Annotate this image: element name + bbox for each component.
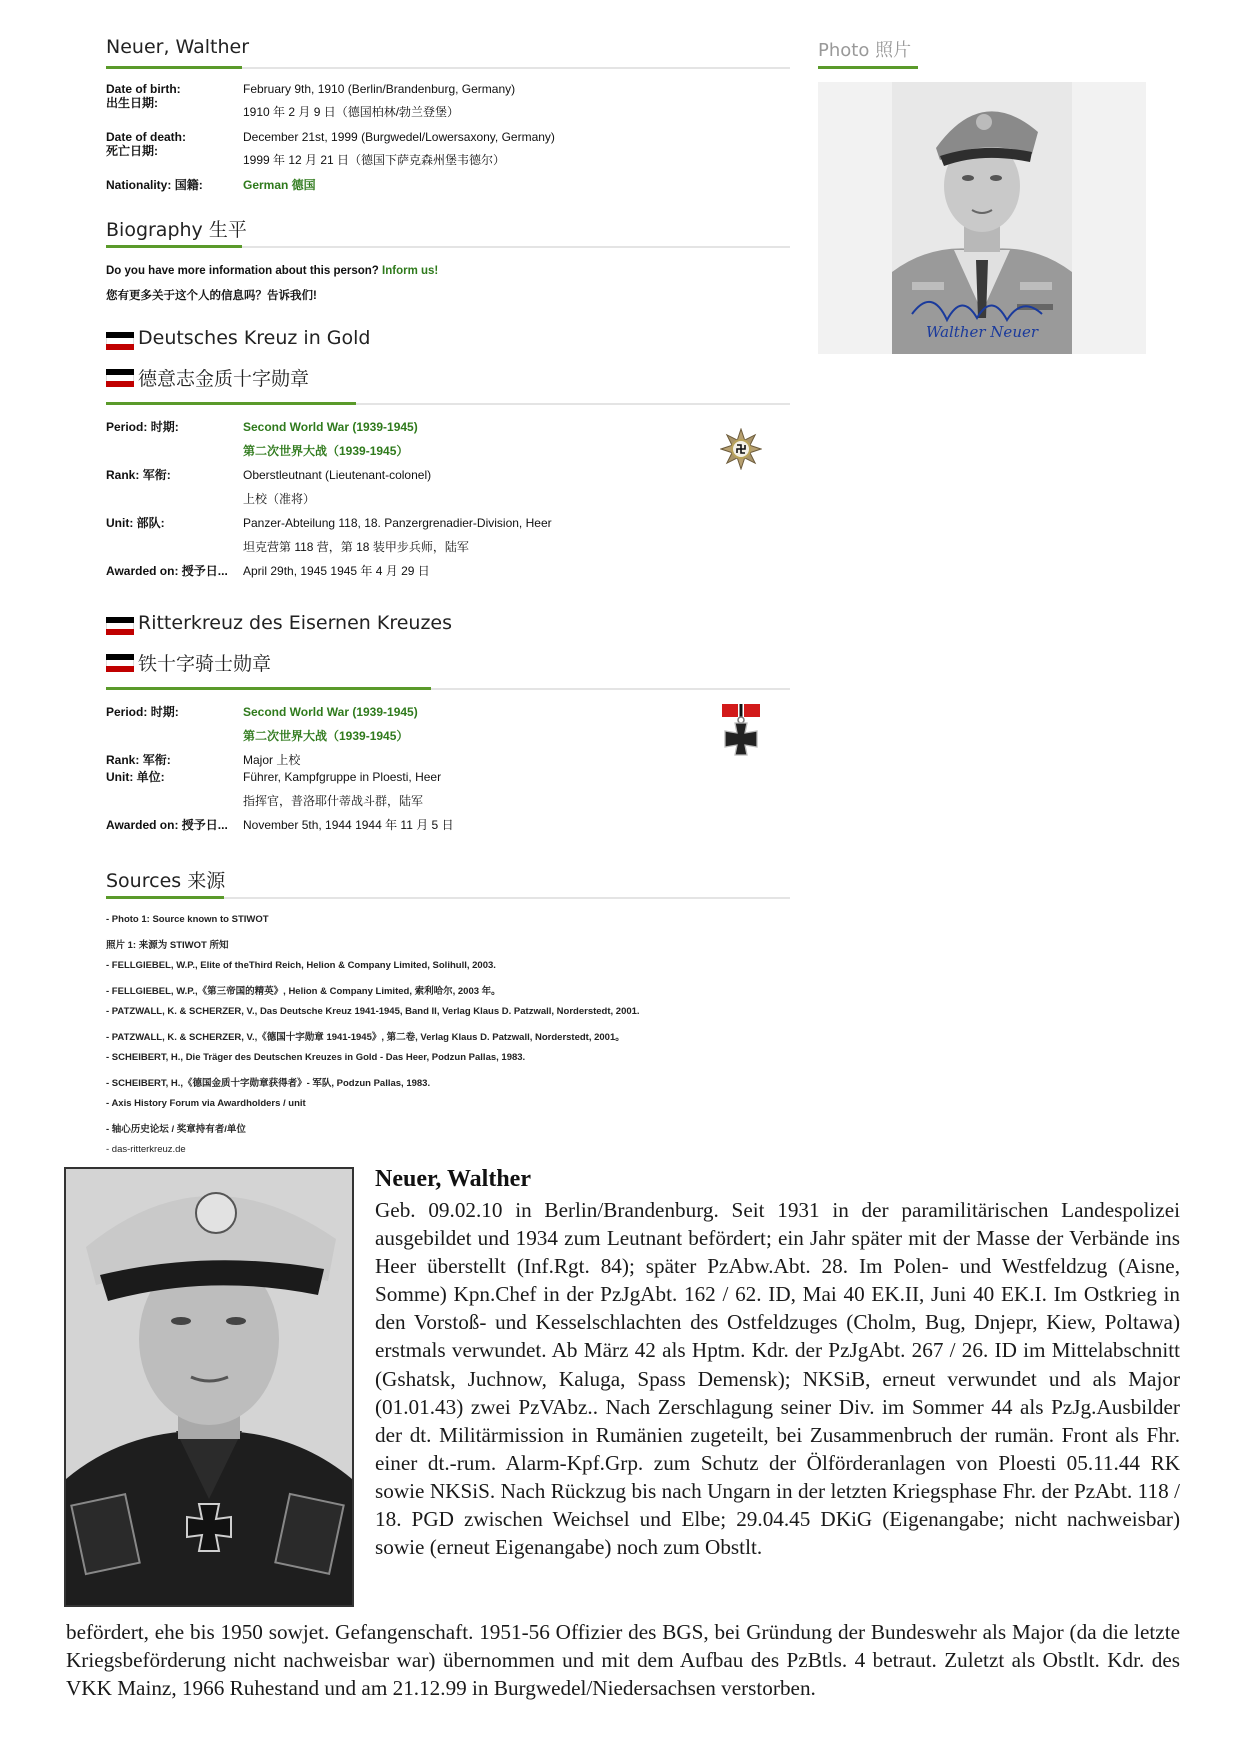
award1-awarded-value: April 29th, 1945 1945 年 4 月 29 日 (243, 564, 430, 578)
source-item: 照片 1: 来源为 STIWOT 所知 (106, 940, 229, 951)
heading-underline (106, 245, 242, 248)
heading-rule (224, 897, 790, 899)
bio-name: Neuer, Walther (375, 1166, 531, 1192)
photo-signature: Walther Neuer (925, 323, 1039, 341)
award2-period-label: Period: 时期: (106, 705, 179, 719)
source-item: - Axis History Forum via Awardholders / unit (106, 1098, 306, 1109)
award1-unit-zh: 坦克营第 118 营，第 18 装甲步兵师，陆军 (243, 540, 469, 554)
award2-awarded-label: Awarded on: 授予日... (106, 818, 228, 832)
book-portrait-photo[interactable] (64, 1167, 354, 1607)
award2-period-en[interactable]: Second World War (1939-1945) (243, 705, 418, 719)
source-item: - PATZWALL, K. & SCHERZER, V., Das Deutsche Kreuz 1941-1945, Band II, Verlag Klaus D. Patzwall, Norderstedt, 2001. (106, 1006, 640, 1017)
award1-period-en[interactable]: Second World War (1939-1945) (243, 420, 418, 434)
bio-paragraph-continued: befördert, ehe bis 1950 sowjet. Gefangenschaft. 1951-56 Offizier des BGS, bei Gründung der Bundeswehr als Major (da die letzte Kriegsbeförderung nicht nachweisbar war) übernommen und mit dem Aufbau des PzBtls. 4 betraut. Zuletzt als Obstlt. Kdr. des VKK Mainz, 1966 Ruhestand und am 21.12.99 in Burgwedel/Niedersachsen verstorben. (66, 1620, 1180, 1701)
death-label: Date of death: 死亡日期: (106, 130, 187, 158)
award2-rank-value: Major 上校 (243, 753, 301, 767)
award2-title-zh: 铁十字骑士勋章 (138, 653, 272, 675)
award2-awarded-value: November 5th, 1944 1944 年 11 月 5 日 (243, 818, 454, 832)
flag-icon (106, 654, 134, 672)
award1-title-zh: 德意志金质十字勋章 (138, 368, 310, 390)
section-underline (106, 687, 431, 690)
flag-icon (106, 332, 134, 350)
portrait-photo[interactable] (892, 82, 1072, 354)
heading-underline (106, 66, 242, 69)
bio-paragraph: Geb. 09.02.10 in Berlin/Brandenburg. Seit 1931 in der paramilitärischen Landespolizei ausgebildet und 1934 zum Leutnant befördert; ein Jahr später mit der Masse der Verbände ins Heer überstellt (Inf.Rgt. 84); später PzAbw.Abt. 28. Im Polen- und Westfeldzug (Aisne, Somme) Kpn.Chef in der PzJgAbt. 162 / 62. ID, Mai 40 EK.II, Juni 40 EK.I. Im Ostkrieg in den Vorstoß- und Kesselschlachten des Ostfeldzuges (Cholm, Bug, Dnjepr, Kiew, Poltawa) erstmals verwundet. Ab März 42 als Hptm. Kdr. der PzJgAbt. 267 / 26. ID im Mittelabschnitt (Gshatsk, Juchnow, Kaluga, Spass Demensk); NKSiB, erneut verwundet und als Major (01.01.43) zwei PzVAbz.. Nach Zerschlagung seiner Div. im Sommer 44 als PzJg.Ausbilder der dt. Militärmission in Rumänien zugeteilt, bei Zusammenbruch der rumän. Front als Fhr. einer dt.-rum. Alarm-Kpf.Grp. zum Schutz der Ölförderanlagen von Ploesti 05.11.44 RK sowie NKSiS. Nach Rückzug bis nach Ungarn in der letzten Kriegsphase Fhr. der PzAbt. 118 / 18. PGD zwischen Weichsel und Elbe; 29.04.45 DKiG (Eigenangabe; nicht nachweisbar) sowie (erneut Eigenangabe) noch zum Obstlt. (375, 1198, 1180, 1560)
award2-title-de: Ritterkreuz des Eisernen Kreuzes (138, 612, 453, 634)
biography-heading: Biography 生平 (106, 219, 247, 241)
inform-us-link[interactable]: Inform us! (382, 265, 439, 277)
award1-rank-zh: 上校（准将） (243, 492, 316, 506)
inform-us-link-zh[interactable]: 告诉我们! (267, 290, 317, 302)
award2-unit-en: Führer, Kampfgruppe in Ploesti, Heer (243, 770, 442, 784)
award2-period-zh[interactable]: 第二次世界大战（1939-1945） (243, 729, 409, 743)
sources-heading: Sources 来源 (106, 870, 226, 892)
source-item: - FELLGIEBEL, W.P., Elite of theThird Reich, Helion & Company Limited, Solihull, 2003. (106, 960, 496, 971)
section-rule (356, 403, 790, 405)
birth-label: Date of birth: 出生日期: (106, 82, 181, 110)
award1-unit-label: Unit: 部队: (106, 516, 165, 530)
book-portrait-illustration (66, 1169, 352, 1605)
source-item: - SCHEIBERT, H., Die Träger des Deutschen Kreuzes in Gold - Das Heer, Podzun Pallas, 1983. (106, 1052, 526, 1063)
photo-heading: Photo 照片 (818, 40, 912, 61)
person-name-heading: Neuer, Walther (106, 36, 250, 58)
award1-awarded-label: Awarded on: 授予日... (106, 564, 228, 578)
award1-title-de: Deutsches Kreuz in Gold (138, 327, 371, 349)
birth-value-zh: 1910 年 2 月 9 日（德国柏林/勃兰登堡） (243, 105, 460, 119)
heading-rule (242, 246, 790, 248)
source-item: - 轴心历史论坛 / 奖章持有者/单位 (106, 1124, 246, 1135)
nationality-label: Nationality: 国籍: (106, 178, 203, 192)
portrait-illustration (892, 82, 1072, 354)
award1-rank-en: Oberstleutnant (Lieutenant-colonel) (243, 468, 432, 482)
source-item: - FELLGIEBEL, W.P.,《第三帝国的精英》, Helion & Company Limited, 索利哈尔, 2003 年。 (106, 986, 501, 997)
heading-underline (106, 896, 224, 899)
flag-icon (106, 617, 134, 635)
death-value-zh: 1999 年 12 月 21 日（德国下萨克森州堡韦德尔） (243, 153, 506, 167)
flag-icon (106, 369, 134, 387)
photo-panel (818, 82, 1146, 354)
award1-unit-en: Panzer-Abteilung 118, 18. Panzergrenadier-Division, Heer (243, 516, 552, 530)
award2-unit-zh: 指挥官，普洛耶什蒂战斗群，陆军 (243, 794, 424, 808)
award1-rank-label: Rank: 军衔: (106, 468, 171, 482)
section-rule (431, 688, 790, 690)
award1-period-label: Period: 时期: (106, 420, 179, 434)
more-info-question-zh: 您有更多关于这个人的信息吗？告诉我们! (106, 290, 317, 302)
award1-period-zh[interactable]: 第二次世界大战（1939-1945） (243, 444, 409, 458)
award2-unit-label: Unit: 单位: (106, 770, 165, 784)
death-value-en: December 21st, 1999 (Burgwedel/Lowersaxony, Germany) (243, 130, 555, 144)
heading-rule (242, 67, 790, 69)
nationality-value[interactable]: German 德国 (243, 178, 316, 192)
source-item: - das-ritterkreuz.de (106, 1144, 186, 1155)
source-item: - SCHEIBERT, H.,《德国金质十字勋章获得者》- 军队, Podzun Pallas, 1983. (106, 1078, 431, 1089)
birth-value-en: February 9th, 1910 (Berlin/Brandenburg, Germany) (243, 82, 516, 96)
german-cross-icon (720, 428, 762, 470)
knights-cross-icon (718, 702, 764, 758)
more-info-question-en: Do you have more information about this person? Inform us! (106, 265, 439, 277)
source-item: - PATZWALL, K. & SCHERZER, V.,《德国十字勋章 1941-1945》, 第二卷, Verlag Klaus D. Patzwall, Norderstedt, 2001。 (106, 1032, 625, 1043)
section-underline (106, 402, 356, 405)
heading-underline (818, 66, 918, 69)
source-item: - Photo 1: Source known to STIWOT (106, 914, 269, 925)
award2-rank-label: Rank: 军衔: (106, 753, 171, 767)
